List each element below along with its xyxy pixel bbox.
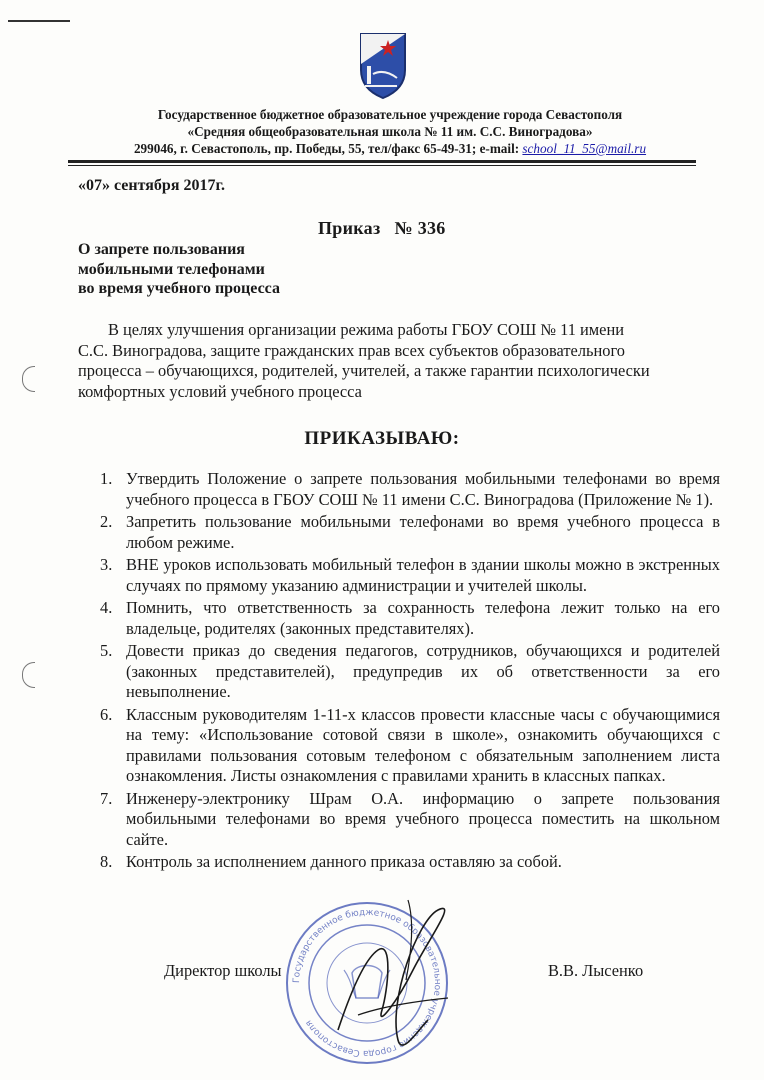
- subject-line: во время учебного процесса: [78, 280, 280, 297]
- order-items: [94, 469, 720, 875]
- punch-hole: [22, 366, 35, 392]
- item-number: 4.: [100, 598, 113, 617]
- list-item: [94, 789, 720, 851]
- list-item: [94, 512, 720, 553]
- item-number: 6.: [100, 704, 113, 724]
- preamble-line: процесса – обучающихся, родителей, учителей, а также гарантии психологически: [78, 361, 650, 380]
- org-contacts: [60, 141, 720, 157]
- signoff-name: В.В. Лысенко: [548, 961, 644, 980]
- preamble: [78, 320, 718, 402]
- preamble-line: С.С. Виноградова, защите гражданских прав всех субъектов образовательного: [78, 340, 625, 360]
- order-subject: [78, 240, 280, 299]
- email-link[interactable]: school_11_55@mail.ru: [522, 141, 647, 156]
- address-phone: 299046, г. Севастополь, пр. Победы, 55, тел/факс 65-49-31; e-mail:: [133, 141, 523, 156]
- header-rule: [68, 160, 696, 163]
- item-number: 3.: [100, 555, 113, 574]
- list-item: [94, 705, 720, 787]
- list-item: [94, 555, 720, 596]
- list-item: [94, 641, 720, 703]
- director-signature-icon: [318, 880, 468, 1070]
- seal-text: Государственное бюджетное образовательное учреждение города Севастополя: [291, 907, 443, 1059]
- sevastopol-coat-of-arms-icon: [357, 30, 409, 100]
- list-item: [94, 469, 720, 510]
- school-name: «Средняя общеобразовательная школа № 11 им. С.С. Виноградова»: [187, 124, 593, 139]
- item-number: 2.: [100, 512, 113, 531]
- decree-heading: ПРИКАЗЫВАЮ:: [304, 428, 460, 449]
- document-date: «07» сентября 2017г.: [78, 177, 225, 194]
- order-title: [318, 218, 446, 239]
- subject-line: мобильными телефонами: [78, 260, 265, 278]
- order-label: Приказ: [318, 218, 381, 238]
- subject-line: О запрете пользования: [78, 241, 245, 258]
- scan-mark: [8, 20, 70, 22]
- item-number: 1.: [100, 469, 113, 488]
- item-text: Утвердить Положение о запрете пользования мобильными телефонами во время учебного процесса в ГБОУ СОШ № 11 имени С.С. Виноградова (Приложение № 1).: [126, 469, 720, 509]
- item-number: 7.: [100, 788, 113, 808]
- item-number: 5.: [100, 641, 113, 660]
- org-name: Государственное бюджетное образовательное учреждение города Севастополя: [157, 107, 623, 122]
- list-item: [94, 598, 720, 639]
- item-text: Контроль за исполнением данного приказа оставляю за собой.: [126, 852, 562, 871]
- header-rule-thin: [68, 165, 696, 166]
- order-number: № 336: [394, 218, 446, 238]
- item-text: Инженеру-электронику Шрам О.А. информацию о запрете пользования мобильными телефонами во время учебного процесса поместить на школьном сайте.: [126, 788, 720, 849]
- list-item: [94, 852, 720, 873]
- item-text: ВНЕ уроков использовать мобильный телефон в здании школы можно в экстренных случаях по прямому указанию администрации и учителей школы.: [126, 555, 720, 595]
- item-text: Запретить пользование мобильными телефонами во время учебного процесса в любом режиме.: [126, 512, 720, 552]
- signoff-position: Директор школы: [164, 961, 282, 980]
- preamble-line: В целях улучшения организации режима работы ГБОУ СОШ № 11 имени: [108, 320, 624, 339]
- item-text: Довести приказ до сведения педагогов, сотрудников, обучающихся и родителей (законных представителей), предупредив их об ответственности за его невыполнение.: [126, 641, 720, 701]
- punch-hole: [22, 662, 35, 688]
- item-text: Помнить, что ответственность за сохранность телефона лежит только на его владельце, родителях (законных представителях).: [126, 598, 720, 638]
- preamble-line: комфортных условий учебного процесса: [78, 381, 362, 401]
- item-text: Классным руководителям 1-11-х классов провести классные часы с обучающимися на тему: «Использование сотовой связи в школе», ознакомить обучающихся с правилами пользования сотовым телефоном с обязательным заполнением листа ознакомления. Листы ознакомления с правилами хранить в классных папках.: [126, 704, 720, 785]
- item-number: 8.: [100, 852, 113, 871]
